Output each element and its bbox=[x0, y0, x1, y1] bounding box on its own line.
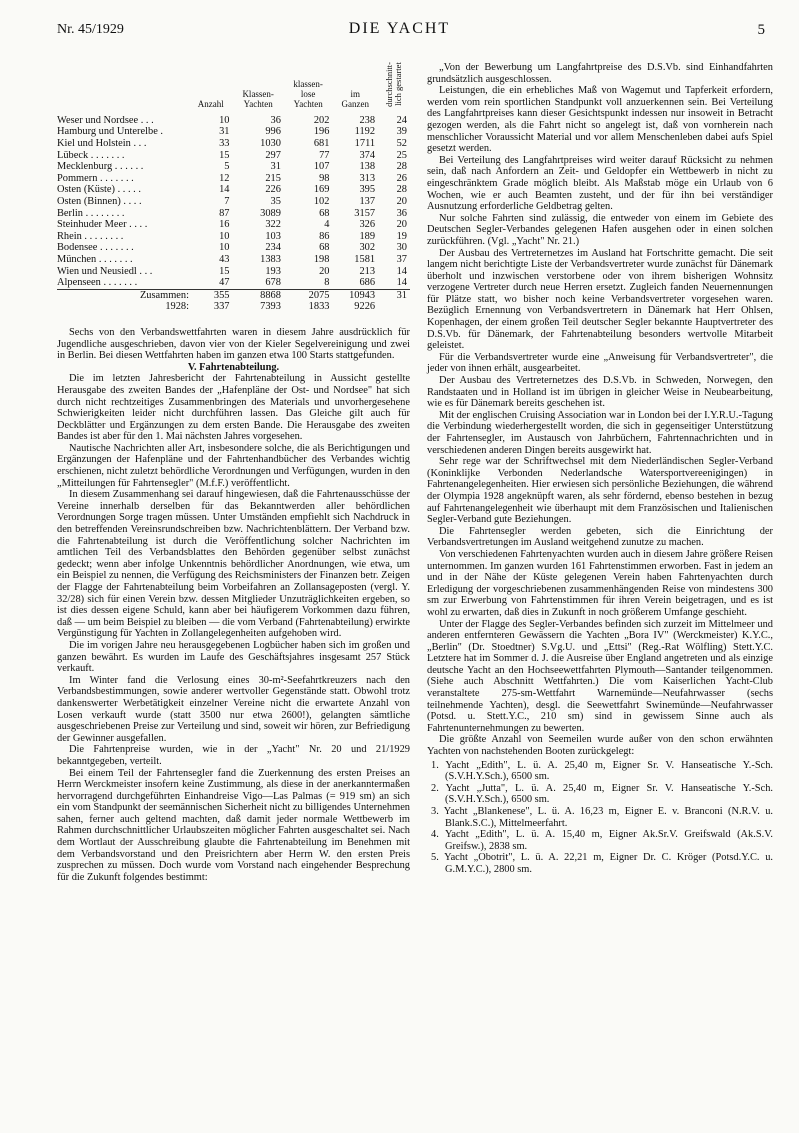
cell-schnitt: 52 bbox=[396, 138, 407, 150]
paragraph: Bei Verteilung des Langfahrtpreises wird weiter darauf Rücksicht zu nehmen sein, daß nach Anfordern an Zeit- und Geldopfer ein Wettbewerb in nicht zu eingeschränktem Grade möglich bleibt. Als Maßstab möge ein Urlaub von 6 Wochen, wie er auch Beamten zusteht, und der für ihn bei verständiger Ausnutzung erforderliche Geldbetrag gelten. bbox=[427, 154, 773, 213]
cell-klassenlos: 4 bbox=[324, 219, 330, 231]
cell-schnitt: 31 bbox=[378, 289, 410, 301]
cell-klassen: 36 bbox=[270, 114, 281, 126]
region-name: Lübeck . . . . . . . bbox=[57, 149, 125, 161]
cell-klassen: 678 bbox=[265, 277, 281, 289]
table-row bbox=[57, 184, 410, 196]
region-name: Bodensee . . . . . . . bbox=[57, 242, 134, 254]
table-row bbox=[57, 242, 410, 254]
cell-ganzen: 302 bbox=[359, 242, 376, 254]
right-column bbox=[427, 62, 773, 876]
table-row bbox=[57, 115, 410, 127]
magazine-title: DIE YACHT bbox=[348, 20, 451, 37]
paragraph: Der Ausbau des Vertreternetzes des D.S.Vb. in Schweden, Norwegen, den Randstaaten und in Holland ist im übrigen in gleicher Weise in Neubearbeitung, wie es für Dänemark bereits geschehen ist. bbox=[427, 375, 773, 410]
header-durchschnitt: durchschnitt- lich gestartet bbox=[384, 62, 404, 107]
cell-klassen: 996 bbox=[265, 126, 281, 138]
header-anzahl: Anzahl bbox=[197, 98, 224, 109]
cell-klassenlos: 202 bbox=[313, 114, 330, 126]
cell-anzahl: 10 bbox=[219, 242, 230, 254]
paragraph: Mit der englischen Cruising Association war in London bei der I.Y.R.U.-Tagung die Verbindung wiederhergestellt worden, die sich in gegenseitiger Unterstützung der Fahrtensegler, im Austausch von Jahrbüchern, Fahrtennachrichten und in verschiedenen anderen Dingen bereits ausgewirkt hat. bbox=[427, 409, 773, 456]
cell-schnitt: 37 bbox=[396, 253, 407, 265]
cell-anzahl: 14 bbox=[219, 184, 230, 196]
paragraph: Von verschiedenen Fahrtenyachten wurden auch in diesem Jahre größere Reisen unternommen. Im ganzen wurden 161 Fahrtenstimmen erworben. Fast in jedem an und in der Nähe der Küste gelegenen Verein haben Fahrtenyachten durch Erledigung der vorgeschriebenen zusammenhängenden Reise von mindestens 300 sm zur Erwerbung von Fahrtenstimmen für ihren Verein beigetragen, und es ist wohl zu erwarten, daß dies in Zukunft in noch größerem Umfange geschieht. bbox=[427, 548, 773, 618]
region-name: Weser und Nordsee . . . bbox=[57, 114, 154, 126]
list-item: 3. Yacht „Blankenese", L. ü. A. 16,23 m, Eigner E. v. Branconi (N.R.V. u. Blank.S.C.), Mittelmeerfahrt. bbox=[431, 806, 773, 829]
cell-klassenlos: 77 bbox=[319, 149, 330, 161]
region-name: Zusammen: bbox=[57, 289, 189, 301]
cell-klassen: 1030 bbox=[260, 138, 281, 150]
cell-klassen: 297 bbox=[265, 149, 281, 161]
cell-ganzen: 238 bbox=[359, 114, 376, 126]
cell-schnitt: 19 bbox=[396, 230, 407, 242]
cell-schnitt: 28 bbox=[396, 184, 407, 196]
cell-schnitt bbox=[378, 301, 410, 319]
paragraph: Die im letzten Jahresbericht der Fahrtenabteilung in Aussicht gestellte Herausgabe des zweiten Bandes der „Hafenpläne der Ost- und Nordsee" hat sich durch nicht rechtzeitiges Zusammenbringen des Materials und unvorhergesehene Schwierigkeiten leider nicht durchführen lassen. Das Gleiche gilt auch für Deckblätter und Ergänzungen zu dem ersten Bande. Die Herausgabe des zweiten Bandes ist aber für den 1. Mai nächsten Jahres vorgesehen. bbox=[57, 373, 410, 443]
cell-anzahl: 5 bbox=[224, 161, 230, 173]
cell-klassen: 7393 bbox=[260, 301, 281, 313]
cell-klassen: 31 bbox=[270, 161, 281, 173]
cell-schnitt: 20 bbox=[396, 196, 407, 208]
left-column bbox=[57, 62, 410, 883]
paragraph: Sechs von den Verbandswettfahrten waren in diesem Jahre ausdrücklich für Jugendliche ausgeschrieben, davon vier von der Kieler Segelvereinigung und zwei in Berlin. Bei diesen Wettfahrten haben im ganzen etwa 100 Starts stattgefunden. bbox=[57, 326, 410, 362]
region-name: Pommern . . . . . . . bbox=[57, 172, 134, 184]
region-name: Hamburg und Unterelbe . bbox=[57, 126, 163, 138]
cell-anzahl: 15 bbox=[219, 149, 230, 161]
cell-anzahl: 47 bbox=[219, 277, 230, 289]
region-name: Berlin . . . . . . . . bbox=[57, 207, 125, 219]
paragraph: Sehr rege war der Schriftwechsel mit dem Niederländischen Segler-Verband (Koninklijke Verbonden Nederlandsche Watersportvereenigingen) in Fahrtenangelegenheiten. Hier erwiesen sich persönliche Beziehungen, die während der Olympia 1928 angeknüpft waren, als sehr fördernd, ebenso bestehen in bezug auf Fahrtenangelegenheit wie überhaupt mit dem Französischen und Italienischen Segler-Verband gute Beziehungen. bbox=[427, 456, 773, 526]
cell-klassen: 226 bbox=[265, 184, 281, 196]
issue-number: Nr. 45/1929 bbox=[57, 22, 124, 37]
cell-klassenlos: 68 bbox=[319, 242, 330, 254]
cell-ganzen: 374 bbox=[359, 149, 376, 161]
cell-ganzen: 326 bbox=[359, 219, 376, 231]
cell-schnitt: 20 bbox=[396, 219, 407, 231]
cell-anzahl: 10 bbox=[219, 230, 230, 242]
cell-klassenlos: 102 bbox=[313, 196, 330, 208]
cell-klassen: 1383 bbox=[260, 253, 281, 265]
cell-klassenlos: 681 bbox=[313, 138, 330, 150]
paragraph: Für die Verbandsvertreter wurde eine „Anweisung für Verbandsvertreter", die jeder von ihnen erhält, ausgearbeitet. bbox=[427, 351, 773, 375]
regatta-statistics-table bbox=[57, 62, 410, 319]
cell-anzahl: 31 bbox=[219, 126, 230, 138]
cell-ganzen: 189 bbox=[359, 230, 376, 242]
cell-anzahl: 12 bbox=[219, 172, 230, 184]
cell-klassen: 234 bbox=[265, 242, 281, 254]
region-name: Alpenseen . . . . . . . bbox=[57, 277, 138, 289]
cell-klassenlos: 1833 bbox=[308, 301, 330, 313]
yacht-list bbox=[427, 760, 773, 876]
header-im-ganzen: im Ganzen bbox=[341, 88, 369, 109]
cell-schnitt: 39 bbox=[396, 126, 407, 138]
total-row bbox=[57, 289, 410, 301]
paragraph: In diesem Zusammenhang sei darauf hingewiesen, daß die Fahrtenausschüsse der Vereine innerhalb derselben für das Bekanntwerden aller behördlichen Verordnungen Sorge tragen müssen. Unter Umständen empfiehlt sich Nachdruck in den betreffenden Vereinsrundschreiben bzw. Nachrichtenblättern. Der Verband bzw. die Fahrtenabteilung ist durch die Veröffentlichung solcher Nachrichten im amtlichen Teil des Verbandsblattes den Behörden gegenüber selbst zunächst gedeckt; wenn aber infolge Unkenntnis behördlicher Anordnungen, wie etwa, um ein Beispiel zu nennen, die Verfügung des Reichsministers der Finanzen betr. Zeigen der Flagge der Fahrtenabteilung beim Vorbeifahren an Zollansageposten (vergl. Y. 32/28) sich für einen Verein bzw. dessen Mitglieder Unzuträglichkeiten ergeben, so ist dies dessen eigene Schuld, kann aber bei häufigerem Vorkommen dazu führen, daß — um beim Beispiel zu bleiben — die vom Verband (Fahrtenabteilung) erwirkte Vergünstigung für Yachten in Zollangelegenheiten aufgehoben wird. bbox=[57, 489, 410, 640]
cell-schnitt: 14 bbox=[396, 265, 407, 277]
table-row bbox=[57, 277, 410, 289]
region-name: 1928: bbox=[165, 301, 189, 313]
cell-anzahl: 15 bbox=[219, 265, 230, 277]
table-row bbox=[57, 173, 410, 185]
cell-schnitt: 28 bbox=[396, 161, 407, 173]
cell-anzahl: 337 bbox=[213, 301, 230, 313]
table-row bbox=[57, 161, 410, 173]
cell-schnitt: 30 bbox=[396, 242, 407, 254]
cell-ganzen: 1581 bbox=[354, 253, 376, 265]
table-row bbox=[57, 231, 410, 243]
cell-klassen: 35 bbox=[270, 196, 281, 208]
region-name: München . . . . . . . bbox=[57, 253, 133, 265]
region-name: Wien und Neusiedl . . . bbox=[57, 265, 153, 277]
cell-anzahl: 10 bbox=[219, 114, 230, 126]
paragraph: Die Fahrtenpreise wurden, wie in der „Yacht" Nr. 20 und 21/1929 bekanntgegeben, verteilt. bbox=[57, 744, 410, 767]
cell-anzahl: 33 bbox=[219, 138, 230, 150]
header-klassen-yachten: Klassen- Yachten bbox=[242, 88, 274, 109]
cell-schnitt: 14 bbox=[396, 277, 407, 289]
cell-klassenlos: 86 bbox=[319, 230, 330, 242]
paragraph: Unter der Flagge des Segler-Verbandes befinden sich zurzeit im Mittelmeer und anderen entfernteren Gewässern die Yachten „Bora IV" (Werckmeister) K.Y.C., „Berlin" (Dr. Stoedtner) S.Vg.U. und „Ettsi" (Reg.-Rat Wölfling) Stett.Y.C. Letztere hat im Sommer d. J. die Ausreise über England angetreten und als einzige deutsche Yacht an den Hochseewettfahrten Plymouth—Santander teilgenommen. (Siehe auch Abschnitt Wettfahrten.) Die vom Kaiserlichen Yacht-Club veranstaltete 275-sm-Wettfahrt Warnemünde—Neufahrwasser (sechs teilnehmende Yachten), desgl. die Seewettfahrt Swinemünde—Neufahrwasser (Potsd. u. Stett.Y.C., 210 sm) sind in gewissem Sinne auch als Fahrtenunternehmungen zu bewerten. bbox=[427, 618, 773, 734]
cell-ganzen: 9226 bbox=[354, 301, 376, 313]
table-row bbox=[57, 138, 410, 150]
cell-ganzen: 686 bbox=[359, 277, 376, 289]
paragraph: Im Winter fand die Verlosung eines 30-m²-Seefahrtkreuzers nach den Verbandsbestimmungen, sowie anderer wertvoller Gegenstände statt. Obwohl trotz dankenswerter Werbetätigkeit einzelner Vereine nicht die erwartete Anzahl von Losen verkauft wurde (statt 3500 nur etwa 2600!), gelangten sämtliche ausgeschriebenen Preise zur Verteilung und sind, soweit wir hören, zur Befriedigung der Gewinner ausgefallen. bbox=[57, 674, 410, 744]
paragraph: Die größte Anzahl von Seemeilen wurde außer von den schon erwähnten Yachten von nachstehenden Booten zurückgelegt: bbox=[427, 734, 773, 758]
cell-ganzen: 1711 bbox=[354, 138, 376, 150]
list-item: 4. Yacht „Edith", L. ü. A. 15,40 m, Eigner Ak.Sr.V. Greifswald (Ak.S.V. Greifsw.), 2838 sm. bbox=[431, 829, 773, 852]
cell-klassenlos: 2075 bbox=[284, 289, 333, 301]
header-klassenlose-yachten: klassen- lose Yachten bbox=[293, 78, 323, 109]
table-row bbox=[57, 126, 410, 138]
cell-schnitt: 36 bbox=[396, 207, 407, 219]
cell-klassen: 3089 bbox=[260, 207, 281, 219]
region-name: Steinhuder Meer . . . . bbox=[57, 219, 148, 231]
cell-anzahl: 7 bbox=[224, 196, 230, 208]
cell-klassenlos: 98 bbox=[319, 172, 330, 184]
cell-anzahl: 355 bbox=[189, 289, 232, 301]
table-header-row bbox=[57, 62, 410, 115]
list-item: 1. Yacht „Edith", L. ü. A. 25,40 m, Eigner Sr. V. Hanseatische Y.-Sch. (S.V.H.Y.Sch.), 6500 sm. bbox=[431, 759, 773, 783]
cell-klassen: 215 bbox=[265, 172, 281, 184]
list-item: 2. Yacht „Jutta", L. ü. A. 25,40 m, Eigner Sr. V. Hanseatische Y.-Sch. (S.V.H.Y.Sch.), 6500 sm. bbox=[431, 782, 773, 806]
table-row bbox=[57, 208, 410, 220]
cell-anzahl: 87 bbox=[219, 207, 230, 219]
cell-klassenlos: 20 bbox=[319, 265, 330, 277]
paragraph: Nur solche Fahrten sind zulässig, die entweder von einem im Gebiete des Deutschen Segler-Verbandes gelegenen Hafen ausgehen oder in einen solchen zurückführen. (Vgl. „Yacht" Nr. 21.) bbox=[427, 212, 773, 247]
cell-ganzen: 313 bbox=[359, 172, 376, 184]
table-row bbox=[57, 254, 410, 266]
prev-year-row bbox=[57, 301, 410, 319]
table-row bbox=[57, 219, 410, 231]
paragraph: Leistungen, die ein erhebliches Maß von Wagemut und Tapferkeit erfordern, werden vom rein sportlichen Standpunkt voll anzuerkennen sein. Bei Verteilung des Langfahrtpreises kann dieser Gesichtspunkt indessen nur insoweit in Betracht gezogen werden, als die Fahrt nicht so angelegt ist, daß von vornherein nach menschlicher Voraussicht Material und vor allem Menschenleben dabei aufs Spiel gesetzt werden. bbox=[427, 85, 773, 155]
cell-ganzen: 395 bbox=[359, 184, 376, 196]
cell-klassenlos: 196 bbox=[313, 126, 330, 138]
cell-klassen: 322 bbox=[265, 219, 281, 231]
paragraph: Die Fahrtensegler werden gebeten, sich die Einrichtung der Verbandsvertretungen im Ausland weitgehend zunutze zu machen. bbox=[427, 525, 773, 549]
cell-ganzen: 213 bbox=[359, 265, 376, 277]
cell-schnitt: 24 bbox=[396, 114, 407, 126]
cell-klassenlos: 169 bbox=[313, 184, 330, 196]
cell-klassen: 8868 bbox=[232, 289, 283, 301]
table-row bbox=[57, 150, 410, 162]
paragraph: Bei einem Teil der Fahrtensegler fand die Zuerkennung des ersten Preises an Herrn Werckmeister insofern keine Zustimmung, als diese in der anerkanntermaßen hervorragend durchgeführten Einhandreise Vigo—Las Palmas (= 919 sm) an sich ein vom Standpunkt der seemännischen Sicherheit nicht zu billigendes Unternehmen sahen, ferner auch geltend machten, daß damit jeder normale Wettbewerb im Rahmen durchschnittlicher Urlaubszeiten möglicher Fahrten ausgeschaltet sei. Nach dem Wortlaut der Ausschreibung glaubte die Fahrtenabteilung im Benehmen mit dem Verbandsvorstand und den Preisrichtern aber Herrn W. den ersten Preis zusprechen zu müssen. Doch wurde vom Vorstand nach eingehender Besprechung für die Zukunft folgendes bestimmt: bbox=[57, 767, 410, 883]
cell-ganzen: 137 bbox=[359, 196, 376, 208]
cell-klassen: 193 bbox=[265, 265, 281, 277]
region-name: Mecklenburg . . . . . . bbox=[57, 161, 144, 173]
cell-klassenlos: 8 bbox=[324, 277, 330, 289]
cell-anzahl: 43 bbox=[219, 253, 230, 265]
table-row bbox=[57, 266, 410, 278]
paragraph: Der Ausbau des Vertreternetzes im Ausland hat Fortschritte gemacht. Die seit langem nicht berichtigte Liste der Verbandsvertreter wurde zunächst für Dänemark überholt und inzwischen verstorbene oder von ihrem bisherigen Wohnsitz verzogene Vertreter durch neue Herren ersetzt. Zugleich fanden Neuernennungen für Plätze statt, wo bisher noch keine Verbandsvertreter vorgesehen waren. Bezüglich Ernennung von Verbandsvertretern in Dänemark hat Herr Ohlsen, Kopenhagen, der einem großen Teil deutscher Segler bekannte Hauptvertreter des D.S.Vb. für Dänemark, der Fahrtenabteilung besonders wertvolle Mitarbeit geleistet. bbox=[427, 247, 773, 352]
cell-ganzen: 10943 bbox=[332, 289, 378, 301]
table-row bbox=[57, 196, 410, 208]
paragraph: Nautische Nachrichten aller Art, insbesondere solche, die als Berichtigungen und Ergänzungen der Hafenpläne und der Fahrtenhandbücher des Verbandes wichtig erschienen, nicht zuletzt behördliche Verordnungen und Verfügungen, wurden in den „Mitteilungen für Fahrtensegler" (M.f.F.) veröffentlicht. bbox=[57, 442, 410, 489]
cell-ganzen: 1192 bbox=[354, 126, 376, 138]
region-name: Osten (Binnen) . . . . bbox=[57, 196, 142, 208]
cell-klassen: 103 bbox=[265, 230, 281, 242]
cell-klassenlos: 198 bbox=[313, 253, 330, 265]
cell-schnitt: 26 bbox=[396, 172, 407, 184]
page-number: 5 bbox=[757, 22, 765, 38]
cell-klassenlos: 68 bbox=[319, 207, 330, 219]
region-name: Osten (Küste) . . . . . bbox=[57, 184, 141, 196]
region-name: Kiel und Holstein . . . bbox=[57, 138, 147, 150]
paragraph: „Von der Bewerbung um Langfahrtpreise des D.S.Vb. sind Einhandfahrten grundsätzlich ausgeschlossen. bbox=[427, 62, 773, 85]
region-name: Rhein . . . . . . . . bbox=[57, 230, 124, 242]
list-item: 5. Yacht „Obotrit", L. ü. A. 22,21 m, Eigner Dr. C. Kröger (Potsd.Y.C. u. G.M.Y.C.), 2800 sm. bbox=[431, 852, 773, 875]
cell-ganzen: 138 bbox=[359, 161, 376, 173]
cell-anzahl: 16 bbox=[219, 219, 230, 231]
cell-klassenlos: 107 bbox=[313, 161, 330, 173]
cell-schnitt: 25 bbox=[396, 149, 407, 161]
cell-ganzen: 3157 bbox=[354, 207, 376, 219]
paragraph: Die im vorigen Jahre neu herausgegebenen Logbücher haben sich im großen und ganzen bewährt. Es wurden im Laufe des Geschäftsjahres insgesamt 257 Stück verkauft. bbox=[57, 639, 410, 675]
section-heading: V. Fahrtenabteilung. bbox=[187, 361, 280, 373]
